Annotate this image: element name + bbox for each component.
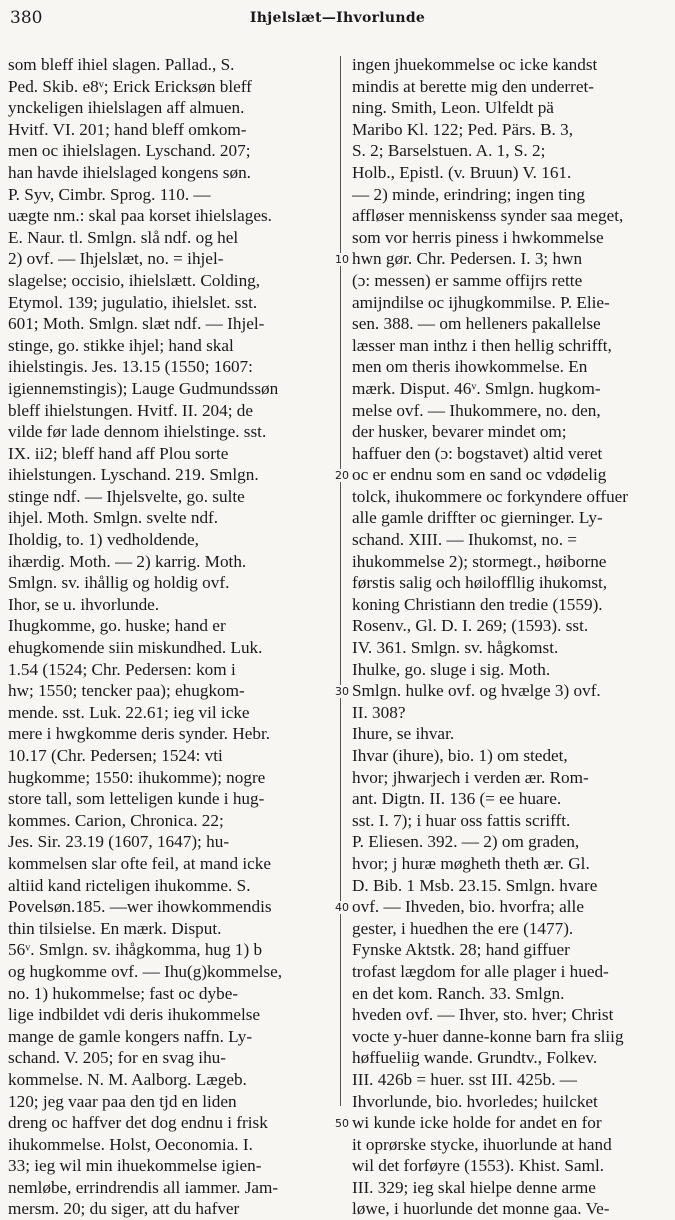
text-line: mersm. 20; du siger, att du hafver — [8, 1199, 240, 1219]
text-line: der husker, bevarer mindet om; — [352, 422, 567, 442]
text-line: 120; jeg vaar paa den tjd en liden — [8, 1091, 237, 1111]
text-line: Ihugkomme, go. huske; hand er — [8, 616, 226, 636]
text-line: Fynske Aktstk. 28; hand giffuer — [352, 940, 570, 960]
right-column — [352, 54, 674, 1220]
text-line: melse ovf. — Ihukommere, no. den, — [352, 400, 601, 420]
text-line: 56ᵛ. Smlgn. sv. ihågkomma, hug 1) b — [8, 940, 263, 960]
text-line: Smlgn. sv. ihållig og holdig ovf. — [8, 573, 230, 593]
text-line: Holb., Epistl. (v. Bruun) V. 161. — [352, 162, 572, 182]
text-line: løwe, i huorlunde det monne gaa. Ve- — [352, 1199, 610, 1219]
text-line: stinge, go. stikke ihjel; hand skal — [8, 335, 234, 355]
column-divider — [340, 56, 341, 1106]
text-line: trofast lægdom for alle plager i hued- — [352, 961, 609, 981]
text-line: Ihure, se ihvar. — [352, 724, 455, 744]
text-line: (ɔ: messen) er samme offijrs rette — [352, 270, 583, 290]
text-line: altiid kand ricteligen ihukomme. S. — [8, 875, 251, 895]
text-line: wil det forføyre (1553). Khist. Saml. — [352, 1156, 605, 1176]
text-line: førstis salig och høiloffllig ihukomst, — [352, 573, 608, 593]
text-line: Ihvar (ihure), bio. 1) om stedet, — [352, 746, 568, 765]
text-line: 33; ieg wil min ihuekommelse igien- — [8, 1156, 262, 1176]
text-line: oc er endnu som en sand oc vdødelig — [352, 465, 607, 485]
text-line: Hvitf. VI. 201; hand bleff omkom- — [8, 119, 247, 139]
text-line: IV. 361. Smlgn. sv. hågkomst. — [352, 638, 559, 658]
text-line: ynckeligen ihielslagen aff almuen. — [8, 98, 245, 118]
text-line: ihukommelse 2); stormegt., høiborne — [352, 551, 607, 571]
text-line: en det kom. Ranch. 33. Smlgn. — [352, 983, 565, 1003]
text-line: koning Christiann den tredie (1559). — [352, 594, 603, 614]
text-line: ihjel. Moth. Smlgn. svelte ndf. — [8, 508, 219, 528]
text-line: mere i hwgkomme deris synder. Hebr. — [8, 724, 271, 744]
text-line: stinge ndf. — Ihjelsvelte, go. sulte — [8, 486, 245, 506]
text-line: vocte y-huer danne-konne barn fra sliig — [352, 1026, 624, 1046]
text-line: Ihulke, go. sluge i sig. Moth. — [352, 659, 551, 679]
text-line: Jes. Sir. 23.19 (1607, 1647); hu- — [8, 832, 230, 852]
text-line: schand. XIII. — Ihukomst, no. = — [352, 530, 577, 550]
text-line: sen. 388. — om helleners pakallelse — [352, 314, 601, 334]
text-line: høffueliig wande. Grundtv., Folkev. — [352, 1048, 598, 1068]
text-line: og hugkomme ovf. — Ihu(g)kommelse, — [8, 961, 283, 981]
text-line: som vor herris piness i hwkommelse — [352, 227, 604, 247]
text-line: IX. ii2; bleff hand aff Plou sorte — [8, 443, 229, 463]
text-line: wi kunde icke holde for andet en for — [352, 1113, 602, 1133]
text-line: Ihvorlunde, bio. hvorledes; huilcket — [352, 1091, 598, 1111]
text-line: slagelse; occisio, ihielslætt. Colding, — [8, 270, 261, 290]
text-line: gester, i huedhen the ere (1477). — [352, 918, 574, 938]
text-line: Smlgn. hulke ovf. og hvælge 3) ovf. — [352, 681, 601, 701]
running-head: Ihjelslæt—Ihvorlunde — [249, 10, 426, 26]
text-line: ingen jhuekommelse oc icke kandst — [352, 55, 598, 74]
text-line: P. Eliesen. 392. — 2) om graden, — [352, 832, 580, 852]
text-line: Ped. Skib. e8ᵛ; Erick Ericksøn bleff — [8, 76, 252, 96]
text-line: mærk. Disput. 46ᵛ. Smlgn. hugkom- — [352, 378, 601, 398]
text-line: mindis at berette mig den underret- — [352, 76, 594, 96]
text-line: vilde før lade dennom ihielstinge. sst. — [8, 422, 267, 442]
text-line: ehugkomende siin miskundhed. Luk. — [8, 638, 263, 658]
text-line: ant. Digtn. II. 136 (= ee huare. — [352, 789, 562, 809]
text-line: Maribo Kl. 122; Ped. Pärs. B. 3, — [352, 119, 574, 139]
text-line: Ihor, se u. ihvorlunde. — [8, 594, 160, 614]
text-line: hugkomme; 1550: ihukomme); nogre — [8, 767, 266, 787]
text-line: hveden ovf. — Ihver, sto. hver; Christ — [352, 1005, 614, 1025]
line-number: 40 — [335, 901, 349, 915]
text-line: ning. Smith, Leon. Ulfeldt pä — [352, 98, 554, 118]
text-line: men om theris ihowkommelse. En — [352, 357, 588, 377]
text-line: affløser menniskenss synder saa meget, — [352, 206, 624, 226]
text-line: 2) ovf. — Ihjelslæt, no. = ihjel- — [8, 249, 224, 269]
text-line: 601; Moth. Smlgn. slæt ndf. — Ihjel- — [8, 314, 265, 334]
text-line: ihielstungen. Lyschand. 219. Smlgn. — [8, 465, 259, 485]
text-line: lige indbildet vdi deris ihukommelse — [8, 1005, 261, 1025]
line-number: 10 — [335, 253, 349, 267]
text-line: S. 2; Barselstuen. A. 1, S. 2; — [352, 141, 546, 161]
text-line: dreng oc haffver det dog endnu i frisk — [8, 1113, 268, 1133]
text-line: han havde ihielslaged kongens søn. — [8, 162, 251, 182]
text-line: II. 308? — [352, 702, 406, 722]
text-line: hvor; j huræ møgheth theth ær. Gl. — [352, 853, 590, 873]
text-line: D. Bib. 1 Msb. 23.15. Smlgn. hvare — [352, 875, 598, 895]
text-line: mange de gamle kongers naffn. Ly- — [8, 1026, 253, 1046]
text-line: no. 1) hukommelse; fast oc dybe- — [8, 983, 239, 1003]
text-line: 10.17 (Chr. Pedersen; 1524: vti — [8, 746, 223, 765]
text-line: sst. I. 7); i huar oss fattis scrifft. — [352, 810, 571, 830]
text-line: hwn gør. Chr. Pedersen. I. 3; hwn — [352, 249, 583, 269]
text-line: schand. V. 205; for en svag ihu- — [8, 1048, 226, 1068]
text-line: — 2) minde, erindring; ingen ting — [352, 184, 585, 204]
page-header — [0, 6, 675, 32]
text-line: hvor; jhwarjech i verden ær. Rom- — [352, 767, 589, 787]
text-line: ovf. — Ihveden, bio. hvorfra; alle — [352, 897, 584, 917]
text-line: uægte nm.: skal paa korset ihielslages. — [8, 206, 272, 226]
text-line: tolck, ihukommere oc forkyndere offuer — [352, 486, 629, 506]
line-number: 20 — [335, 469, 349, 483]
text-line: ihukommelse. Holst, Oeconomia. I. — [8, 1134, 253, 1154]
text-line: amijndilse oc ijhugkommilse. P. Elie- — [352, 292, 610, 312]
text-line: men oc ihielslagen. Lyschand. 207; — [8, 141, 251, 161]
text-line: kommelse. N. M. Aalborg. Lægeb. — [8, 1069, 247, 1089]
text-line: ihærdig. Moth. — 2) karrig. Moth. — [8, 551, 247, 571]
text-line: ihielstingis. Jes. 13.15 (1550; 1607: — [8, 357, 253, 377]
text-line: kommelsen slar ofte feil, at mand icke — [8, 853, 271, 873]
text-line: E. Naur. tl. Smlgn. slå ndf. og hel — [8, 227, 239, 247]
line-number: 30 — [335, 685, 349, 699]
text-line: it oprørske stycke, ihuorlunde at hand — [352, 1134, 612, 1154]
line-number: 50 — [335, 1117, 349, 1131]
text-line: Povelsøn.185. —wer ihowkommendis — [8, 897, 272, 917]
text-line: haffuer den (ɔ: bogstavet) altid veret — [352, 443, 603, 463]
text-line: bleff ihielstungen. Hvitf. II. 204; de — [8, 400, 254, 420]
text-line: igiennemstingis); Lauge Gudmundssøn — [8, 378, 279, 398]
text-line: 1.54 (1524; Chr. Pedersen: kom i — [8, 659, 236, 679]
text-line: som bleff ihiel slagen. Pallad., S. — [8, 55, 235, 74]
text-line: Rosenv., Gl. D. I. 269; (1593). sst. — [352, 616, 589, 636]
page-number: 380 — [10, 8, 43, 28]
text-line: alle gamle driffter oc gierninger. Ly- — [352, 508, 603, 528]
text-line: III. 426b = huer. sst III. 425b. — — [352, 1069, 577, 1089]
left-column — [8, 54, 330, 1220]
text-line: Iholdig, to. 1) vedholdende, — [8, 530, 199, 550]
text-line: hw; 1550; tencker paa); ehugkom- — [8, 681, 245, 701]
text-line: mende. sst. Luk. 22.61; ieg vil icke — [8, 702, 250, 722]
text-line: store tall, som letteligen kunde i hug- — [8, 789, 265, 809]
text-line: thin tilsielse. En mærk. Disput. — [8, 918, 222, 938]
text-line: P. Syv, Cimbr. Sprog. 110. — — [8, 184, 211, 204]
text-line: nemløbe, errindrendis all iammer. Jam- — [8, 1177, 279, 1197]
text-line: kommes. Carion, Chronica. 22; — [8, 810, 224, 830]
text-line: III. 329; ieg skal hielpe denne arme — [352, 1177, 596, 1197]
text-line: Etymol. 139; jugulatio, ihielslet. sst. — [8, 292, 258, 312]
text-line: læsser man inthz i then hellig schrifft, — [352, 335, 612, 355]
